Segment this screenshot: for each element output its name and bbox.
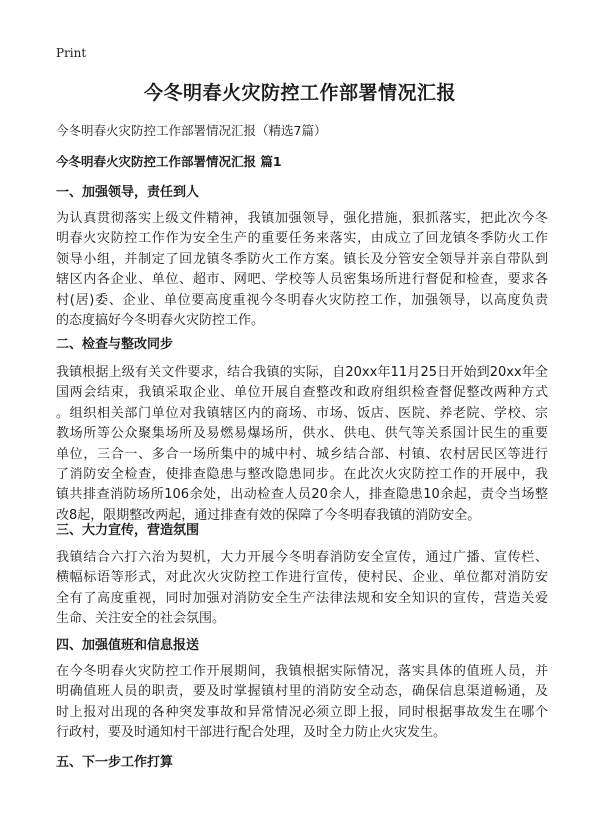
paragraph-line: 生命、关注安全的社会氛围。 bbox=[56, 611, 226, 627]
print-link[interactable]: Print bbox=[56, 46, 87, 60]
paragraph-line: 单位，三合一、多合一场所集中的城中村、城乡结合部、村镇、农村居民区等进行 bbox=[56, 446, 548, 462]
section-heading-5: 五、下一步工作打算 bbox=[56, 755, 174, 770]
section-paragraph-2 bbox=[56, 363, 548, 526]
paragraph-line: 在今冬明春火灾防控工作开展期间，我镇根据实际情况，落实具体的值班人员，并 bbox=[56, 664, 548, 679]
section-heading-3: 三、大力宣传，营造氛围 bbox=[56, 523, 200, 538]
document-subtitle: 今冬明春火灾防控工作部署情况汇报（精选7篇） bbox=[56, 123, 327, 138]
paragraph-line: 时上报对出现的各种突发事故和异常情况必须立即上报，同时根据事故发生在哪个 bbox=[56, 704, 548, 720]
section-paragraph-1 bbox=[56, 209, 548, 331]
paragraph-line: 改8起，限期整改两起，通过排查有效的保障了今冬明春我镇的消防安全。 bbox=[56, 507, 481, 523]
paragraph-line: 为认真贯彻落实上级文件精神，我镇加强领导，强化措施，狠抓落实，把此次今冬 bbox=[56, 211, 548, 226]
paragraph-line: 教场所等公众聚集场所及易燃易爆场所，供水、供电、供气等关系国计民生的重要 bbox=[56, 426, 548, 442]
paragraph-line: 了消防安全检查，使排查隐患与整改隐患同步。在此次火灾防控工作的开展中，我 bbox=[56, 467, 548, 483]
paragraph-line: 领导小组，并制定了回龙镇冬季防火工作方案。镇长及分管安全领导并亲自带队到 bbox=[56, 251, 548, 267]
paragraph-line: 明确值班人员的职责，要及时掌握镇村里的消防安全动态，确保信息渠道畅通，及 bbox=[56, 684, 548, 700]
paragraph-line: 我镇结合六打六治为契机，大力开展今冬明春消防安全宣传，通过广播、宣传栏、 bbox=[56, 550, 548, 565]
paragraph-line: 辖区内各企业、单位、超市、网吧、学校等人员密集场所进行督促和检查，要求各 bbox=[56, 272, 548, 288]
paragraph-line: 横幅标语等形式，对此次火灾防控工作进行宣传，使村民、企业、单位都对消防安 bbox=[56, 570, 548, 586]
article-title: 今冬明春火灾防控工作部署情况汇报 篇1 bbox=[56, 154, 282, 169]
paragraph-line: 镇共排查消防场所106余处，出动检查人员20余人，排查隐患10余起，责令当场整 bbox=[56, 487, 548, 503]
section-heading-4: 四、加强值班和信息报送 bbox=[56, 638, 200, 653]
paragraph-line: 。组织相关部门单位对我镇辖区内的商场、市场、饭店、医院、养老院、学校、宗 bbox=[56, 405, 548, 421]
paragraph-line: 我镇根据上级有关文件要求，结合我镇的实际，自20xx年11月25日开始到20xx年全 bbox=[56, 365, 548, 380]
page-title: 今冬明春火灾防控工作部署情况汇报 bbox=[143, 82, 456, 104]
paragraph-line: 的态度搞好今冬明春火灾防控工作。 bbox=[56, 313, 265, 329]
section-heading-2: 二、检查与整改同步 bbox=[56, 337, 174, 352]
paragraph-line: 全有了高度重视，同时加强对消防安全生产法律法规和安全知识的宣传，营造关爱 bbox=[56, 590, 548, 606]
paragraph-line: 村(居)委、企业、单位要高度重视今冬明春火灾防控工作，加强领导，以高度负责 bbox=[56, 292, 548, 308]
paragraph-line: 明春火灾防控工作作为安全生产的重要任务来落实，由成立了回龙镇冬季防火工作 bbox=[56, 231, 548, 247]
section-paragraph-4 bbox=[56, 662, 548, 744]
section-paragraph-3 bbox=[56, 548, 548, 630]
section-heading-1: 一、加强领导，责任到人 bbox=[56, 185, 200, 200]
paragraph-line: 国两会结束，我镇采取企业、单位开展自查整改和政府组织检查督促整改两种方式 bbox=[56, 385, 548, 401]
paragraph-line: 行政村，要及时通知村干部进行配合处理，及时全力防止火灾发生。 bbox=[56, 725, 447, 741]
